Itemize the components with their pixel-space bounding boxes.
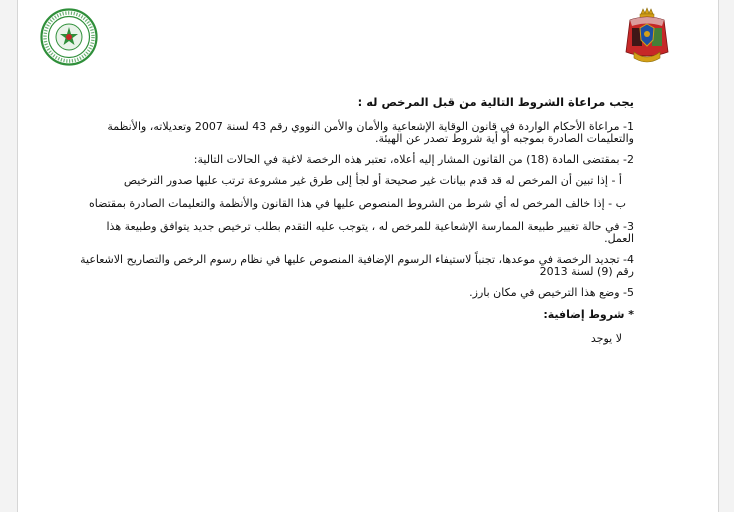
regulatory-commission-seal-icon [40,8,98,66]
condition-item-1: 1- مراعاة الأحكام الواردة في قانون الوقاية الإشعاعية والأمان والأمن النووي رقم 43 لسنة 2007 وتعديلاته، والأنظمة والتعليمات الصادرة بموجبه أو أية شروط تصدر عن الهيئة. [107,120,634,145]
additional-conditions-value: لا يوجد [590,332,622,345]
conditions-section [78,96,634,345]
document-page [17,0,719,512]
additional-conditions-heading: * شروط إضافية: [543,308,634,321]
conditions-heading: يجب مراعاة الشروط التالية من قبل المرخص له : [357,95,634,109]
condition-item-3: 3- في حالة تغيير طبيعة الممارسة الإشعاعية للمرخص له ، يتوجب عليه التقدم بطلب ترخيص جديد يتوافق وطبيعة هذا العمل. [106,220,634,245]
condition-subitem-b: ب - إذا خالف المرخص له أي شرط من الشروط المنصوص عليها في هذا القانون والأنظمة والتعليمات الصادرة بمقتضاه [88,197,626,210]
condition-item-2: 2- بمقتضى المادة (18) من القانون المشار إليه أعلاه، تعتبر هذه الرخصة لاغية في الحالات التالية: [193,153,634,166]
coat-of-arms-icon [622,6,672,68]
condition-item-4: 4- تجديد الرخصة في موعدها، تجنباً لاستيفاء الرسوم الإضافية المنصوص عليها في نظام رسوم الرخص والتصاريح الاشعاعية رقم (9) لسنة 2013 [80,253,634,278]
condition-subitem-a: أ - إذا تبين أن المرخص له قد قدم بيانات غير صحيحة أو لجأ إلى طرق غير مشروعة ترتب عليها صدور الترخيص [123,174,622,187]
condition-item-5: 5- وضع هذا الترخيص في مكان بارز. [469,286,634,299]
